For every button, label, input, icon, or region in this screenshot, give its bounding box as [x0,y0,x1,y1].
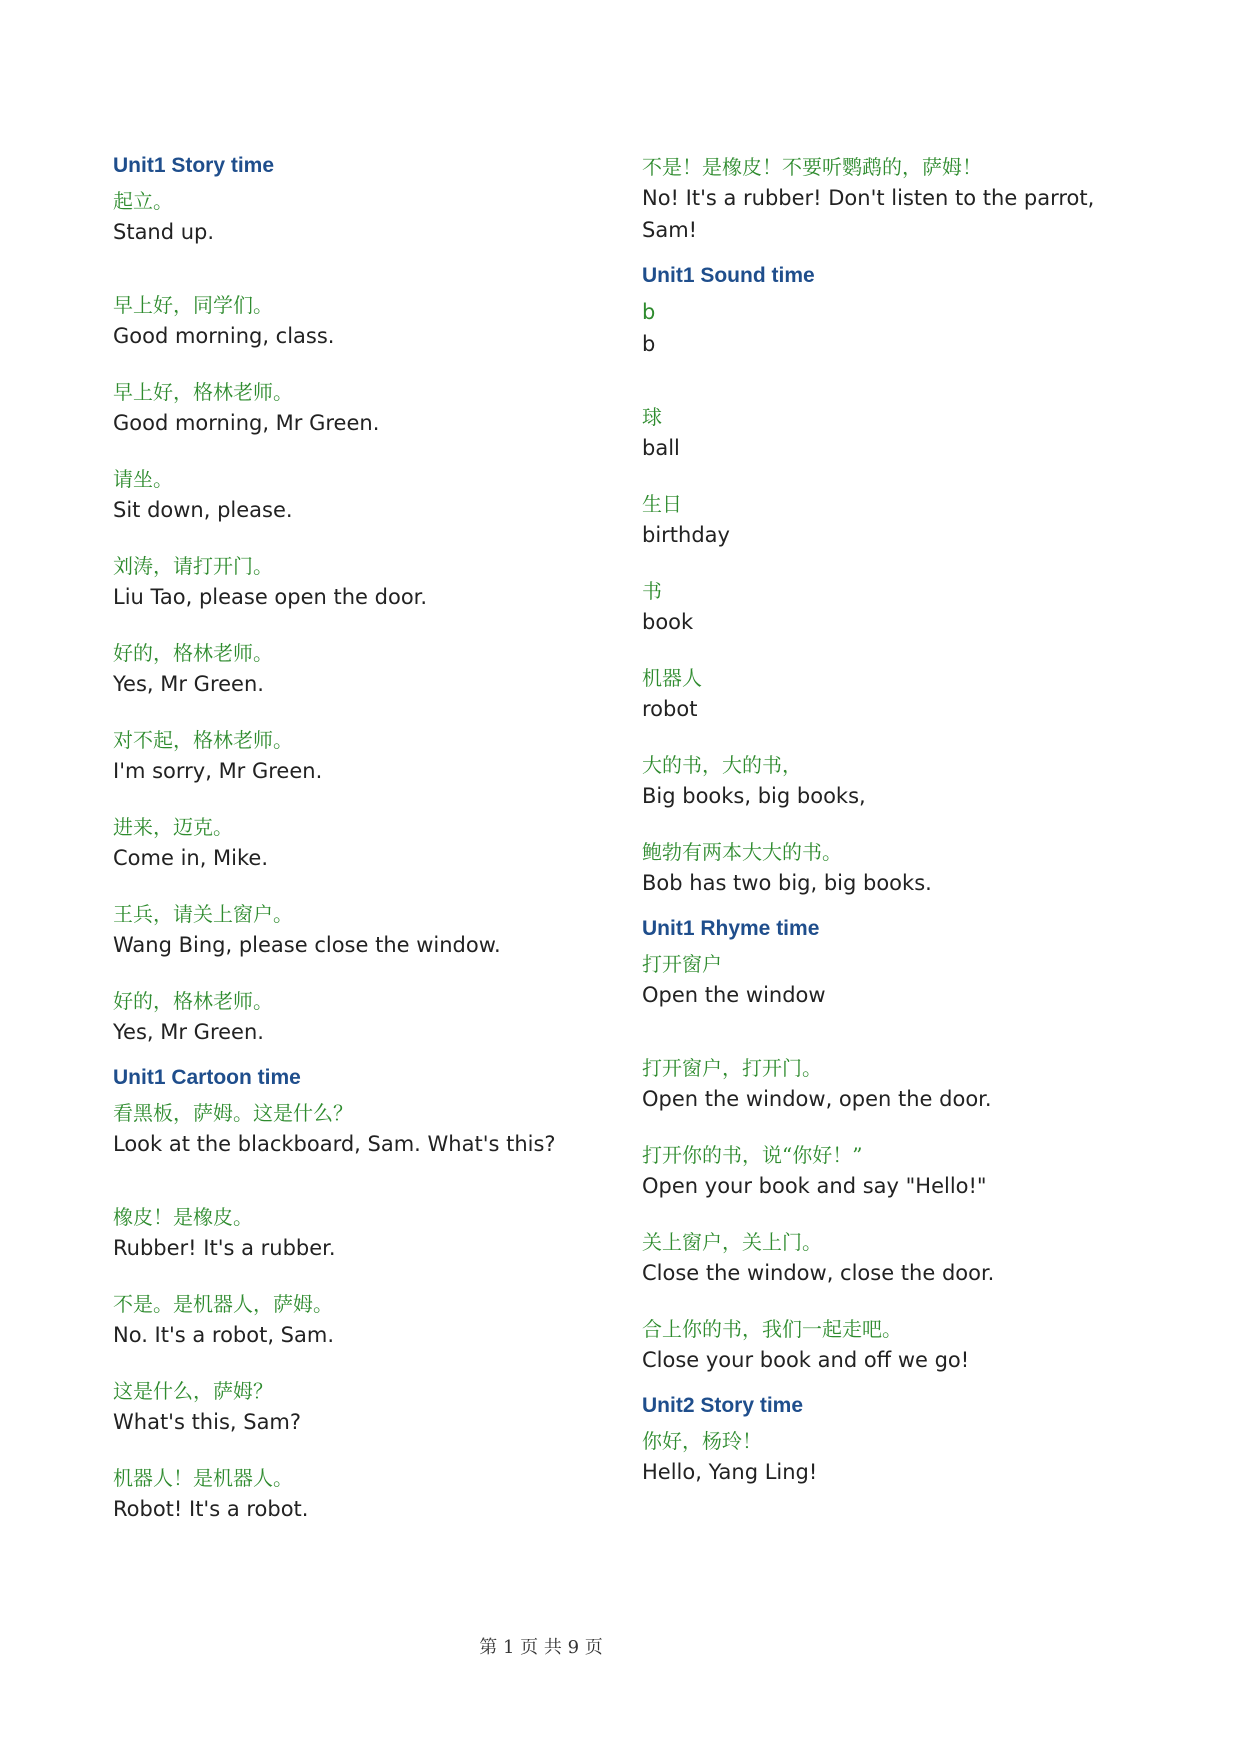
english-line: robot [642,697,698,721]
list-item [642,489,1142,551]
chinese-line: 打开窗户 [642,952,722,976]
list-item [642,152,1142,246]
english-line: Open the window, open the door. [642,1087,992,1111]
list-item [113,638,603,700]
chinese-line: 起立。 [113,189,173,213]
chinese-line: 早上好，同学们。 [113,293,273,317]
chinese-line: 看黑板，萨姆。这是什么？ [113,1101,353,1125]
chinese-line: 机器人 [642,666,702,690]
english-line: I'm sorry, Mr Green. [113,759,323,783]
chinese-line: 书 [642,579,662,603]
list-item [642,402,1142,464]
section-heading: Unit1 Story time [113,154,275,177]
chinese-line: 橡皮！是橡皮。 [113,1205,253,1229]
english-line: Hello, Yang Ling! [642,1460,818,1484]
english-line: What's this, Sam? [113,1410,302,1434]
chinese-line: 打开你的书，说“你好！” [642,1143,863,1167]
english-line: birthday [642,523,730,547]
english-line: Open your book and say "Hello!" [642,1174,987,1198]
list-item [113,986,603,1048]
english-line: No. It's a robot, Sam. [113,1323,335,1347]
english-line: Big books, big books, [642,784,866,808]
chinese-line: 打开窗户，打开门。 [642,1056,822,1080]
list-item [113,1463,603,1525]
english-line: b [642,332,656,356]
english-line: Stand up. [113,220,215,244]
english-line: ball [642,436,680,460]
list-item [113,1098,603,1160]
english-line: Liu Tao, please open the door. [113,585,428,609]
chinese-line: 合上你的书，我们一起走吧。 [642,1317,902,1341]
chinese-line: 进来，迈克。 [113,815,233,839]
english-line: Yes, Mr Green. [113,672,264,696]
english-line: Close your book and off we go! [642,1348,970,1372]
chinese-line: 关上窗户，关上门。 [642,1230,822,1254]
chinese-line: 好的，格林老师。 [113,989,273,1013]
chinese-line: 不是！是橡皮！不要听鹦鹉的，萨姆！ [642,155,982,179]
english-line: Come in, Mike. [113,846,269,870]
list-item [113,290,603,352]
english-line: Open the window [642,983,826,1007]
chinese-line: 王兵，请关上窗户。 [113,902,293,926]
section-heading: Unit1 Cartoon time [113,1066,301,1089]
english-line: Good morning, Mr Green. [113,411,380,435]
chinese-line: 请坐。 [113,467,173,491]
list-item [113,551,603,613]
english-line: Robot! It's a robot. [113,1497,309,1521]
list-item [113,899,603,961]
chinese-line: b [642,300,656,324]
list-item [113,1202,603,1264]
chinese-line: 这是什么，萨姆？ [113,1379,273,1403]
list-item [642,663,1142,725]
english-line: Close the window, close the door. [642,1261,995,1285]
chinese-line: 鲍勃有两本大大的书。 [642,840,842,864]
list-item [113,812,603,874]
left-column [113,152,603,1550]
chinese-line: 你好，杨玲！ [642,1429,762,1453]
list-item [642,296,1142,360]
list-item [642,1053,1142,1115]
chinese-line: 球 [642,405,662,429]
chinese-line: 不是。是机器人，萨姆。 [113,1292,333,1316]
list-item [113,1376,603,1438]
list-item [642,750,1142,812]
list-item [642,576,1142,638]
list-item [642,837,1142,899]
list-item [113,1289,603,1351]
section-heading: Unit1 Sound time [642,264,815,287]
list-item [642,1227,1142,1289]
chinese-line: 早上好，格林老师。 [113,380,293,404]
list-item [113,725,603,787]
section-heading: Unit1 Rhyme time [642,917,820,940]
english-line: Sit down, please. [113,498,293,522]
list-item [113,377,603,439]
english-line: Bob has two big, big books. [642,871,932,895]
chinese-line: 对不起，格林老师。 [113,728,293,752]
chinese-line: 机器人！是机器人。 [113,1466,293,1490]
english-line: Good morning, class. [113,324,335,348]
list-item [642,1314,1142,1376]
section-heading: Unit2 Story time [642,1394,804,1417]
right-column [642,152,1142,1513]
list-item [113,186,603,248]
chinese-line: 刘涛，请打开门。 [113,554,273,578]
english-line: Rubber! It's a rubber. [113,1236,336,1260]
page-number: 第 1 页 共 9 页 [479,1637,603,1658]
list-item [113,464,603,526]
list-item [642,1140,1142,1202]
chinese-line: 好的，格林老师。 [113,641,273,665]
chinese-line: 生日 [642,492,682,516]
list-item [642,949,1142,1011]
english-line: Look at the blackboard, Sam. What's this? [113,1132,556,1156]
english-line: Wang Bing, please close the window. [113,933,501,957]
english-line: Yes, Mr Green. [113,1020,264,1044]
english-line: book [642,610,694,634]
chinese-line: 大的书，大的书， [642,753,802,777]
english-line: No! It's a rubber! Don't listen to the parrot, Sam! [642,186,1095,242]
list-item [642,1426,1142,1488]
